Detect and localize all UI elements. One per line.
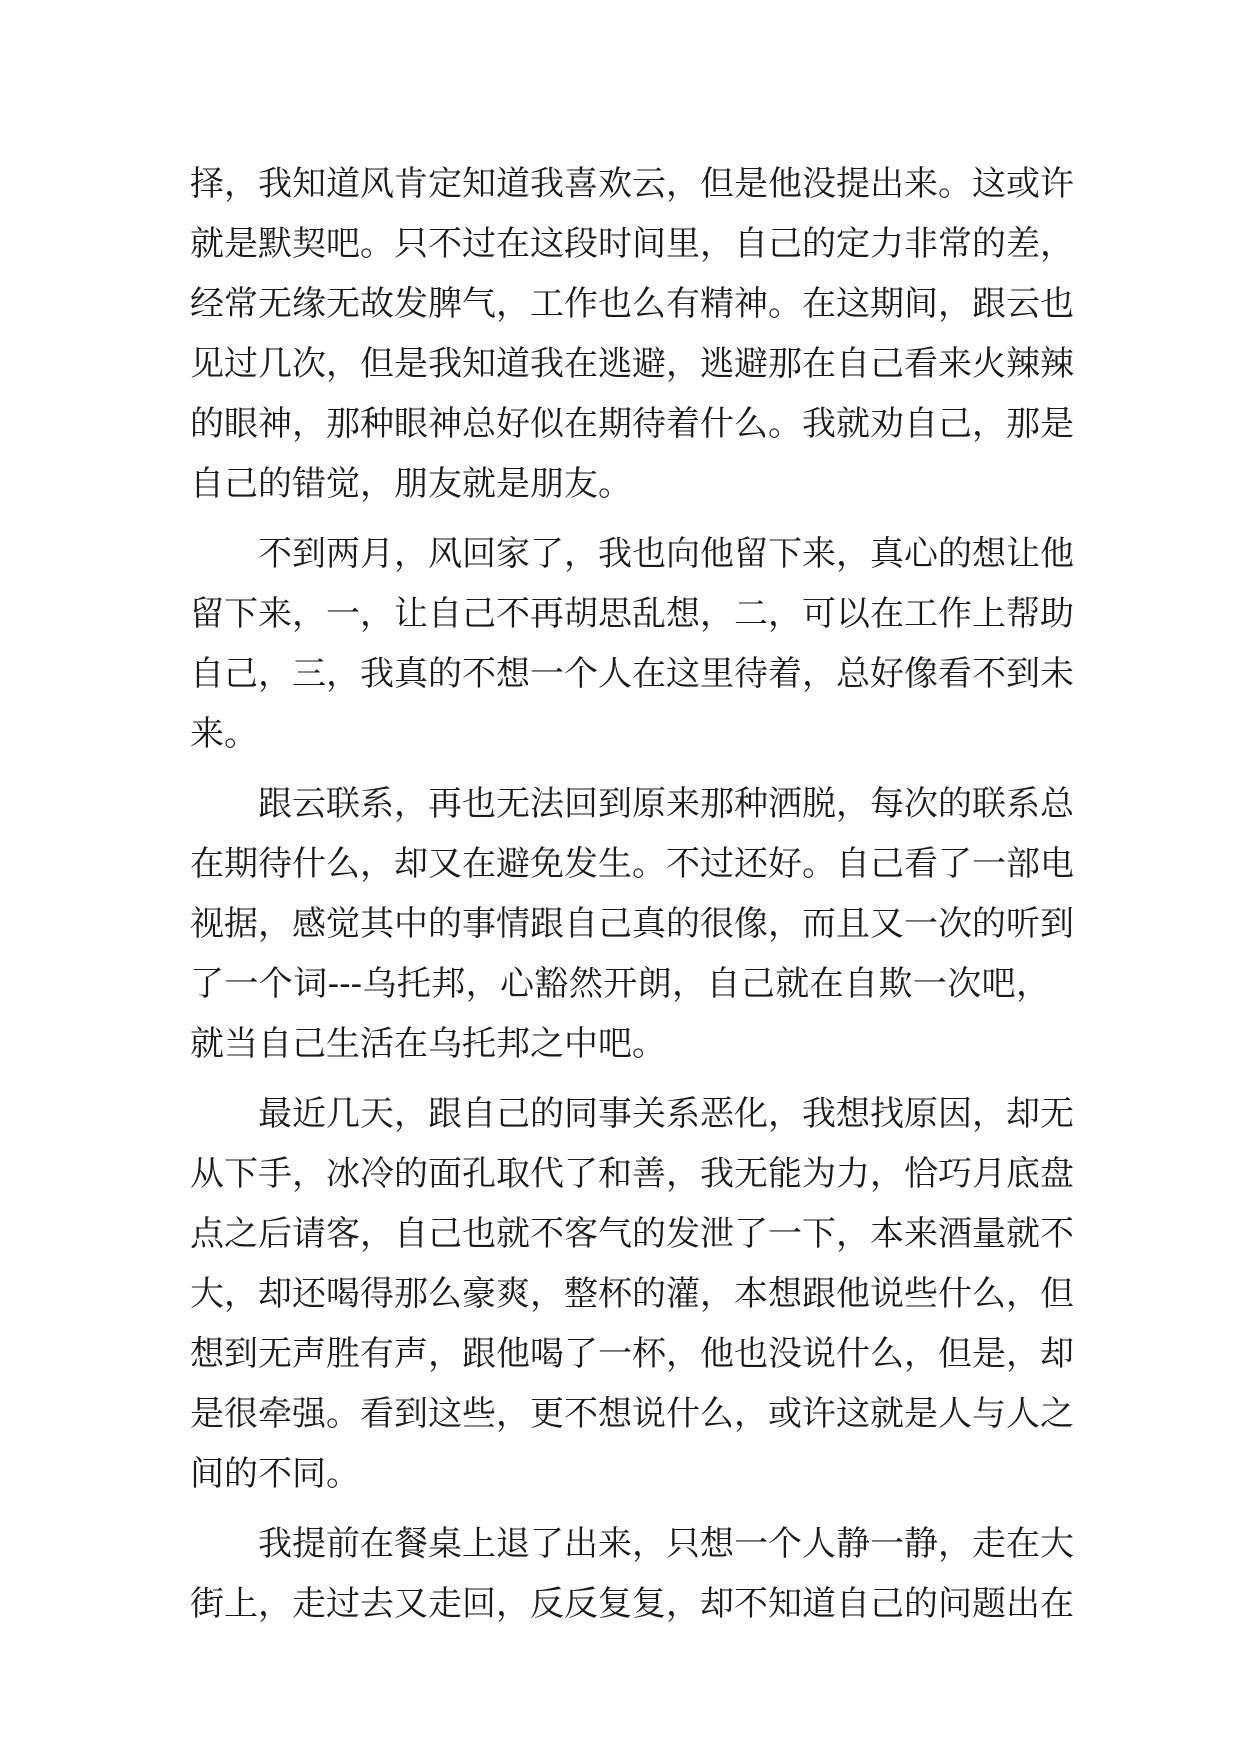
text-line: 经常无缘无故发脾气，工作也么有精神。在这期间，跟云也 [190,284,1074,324]
text-line: 见过几次，但是我知道我在逃避，逃避那在自己看来火辣辣 [190,344,1074,384]
text-line: 大，却还喝得那么豪爽，整杯的灌，本想跟他说些什么，但 [190,1274,1074,1314]
text-line: 就是默契吧。只不过在这段时间里，自己的定力非常的差， [190,224,1074,264]
text-line: 跟云联系，再也无法回到原来那种洒脱，每次的联系总 [258,784,1074,824]
document-body [190,154,1074,1644]
paragraph-1 [190,154,1074,514]
text-line: 自己，三，我真的不想一个人在这里待着，总好像看不到未 [190,654,1074,694]
text-line: 间的不同。 [190,1454,360,1494]
text-line: 留下来，一，让自己不再胡思乱想，二，可以在工作上帮助 [190,594,1074,634]
text-line: 了一个词---乌托邦，心豁然开朗，自己就在自欺一次吧， [190,964,1050,1004]
text-line: 点之后请客，自己也就不客气的发泄了一下，本来酒量就不 [190,1214,1074,1254]
text-line: 来。 [190,714,258,754]
paragraph-2 [190,524,1074,764]
paragraph-3 [190,774,1074,1074]
text-line: 在期待什么，却又在避免发生。不过还好。自己看了一部电 [190,844,1074,884]
text-line: 我提前在餐桌上退了出来，只想一个人静一静，走在大 [258,1524,1074,1564]
text-line: 想到无声胜有声，跟他喝了一杯，他也没说什么，但是，却 [190,1334,1074,1374]
text-line: 自己的错觉，朋友就是朋友。 [190,464,632,504]
text-line: 最近几天，跟自己的同事关系恶化，我想找原因，却无 [258,1094,1074,1134]
text-line: 的眼神，那种眼神总好似在期待着什么。我就劝自己，那是 [190,404,1074,444]
text-line: 街上，走过去又走回，反反复复，却不知道自己的问题出在 [190,1584,1074,1624]
text-line: 是很牵强。看到这些，更不想说什么，或许这就是人与人之 [190,1394,1074,1434]
text-line: 不到两月，风回家了，我也向他留下来，真心的想让他 [258,534,1074,574]
text-line: 视据，感觉其中的事情跟自己真的很像，而且又一次的听到 [190,904,1074,944]
paragraph-5 [190,1514,1074,1634]
paragraph-4 [190,1084,1074,1504]
text-line: 从下手，冰冷的面孔取代了和善，我无能为力，恰巧月底盘 [190,1154,1074,1194]
text-line: 择，我知道风肯定知道我喜欢云，但是他没提出来。这或许 [190,164,1074,204]
text-line: 就当自己生活在乌托邦之中吧。 [190,1024,666,1064]
